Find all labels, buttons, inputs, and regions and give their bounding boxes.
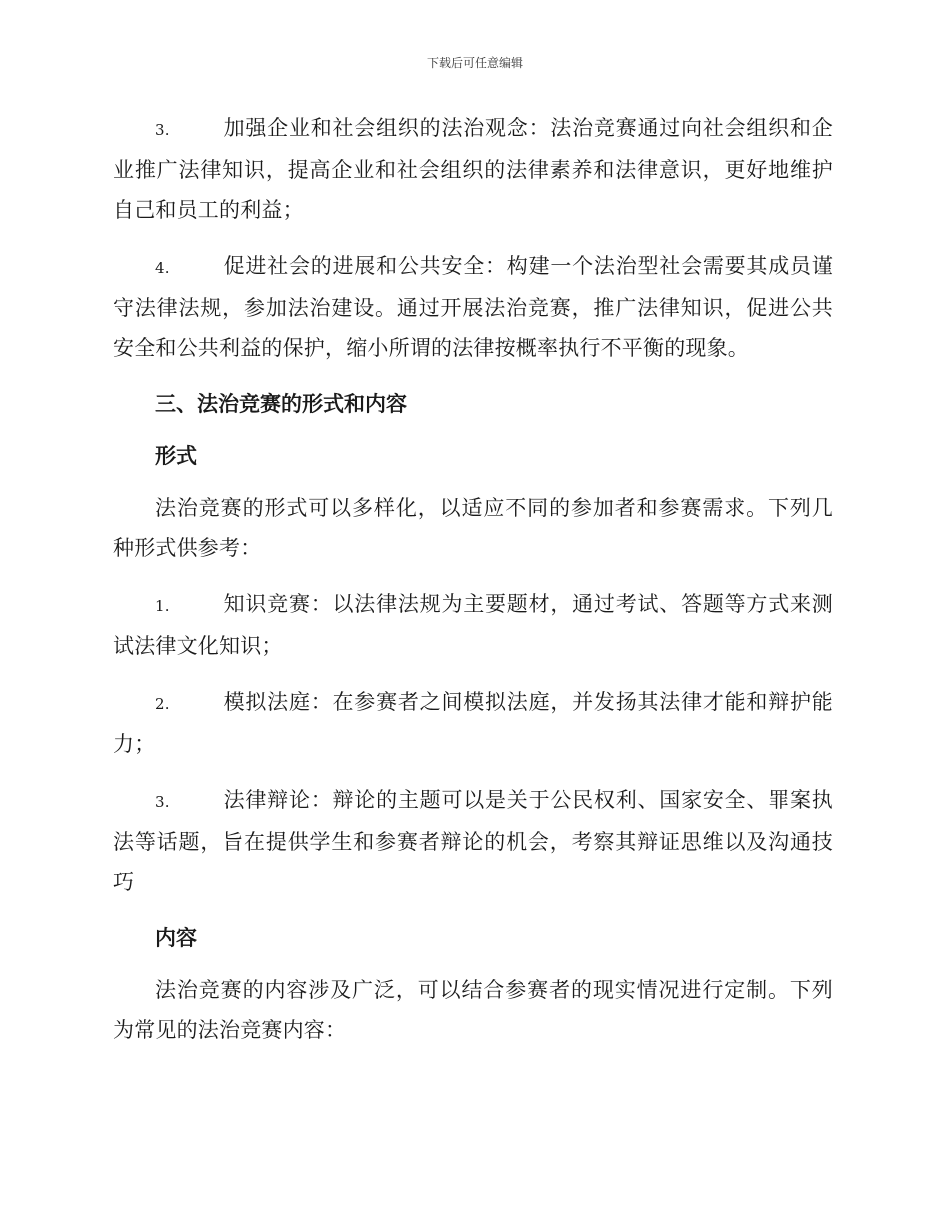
list-item-social-progress (113, 246, 833, 368)
document-body (113, 108, 833, 1066)
list-item-knowledge-contest (113, 584, 833, 666)
page-header: 下载后可任意编辑 (426, 56, 523, 70)
list-text: 知识竞赛：以法律法规为主要题材，通过考试、答题等方式来测试法律文化知识； (113, 592, 833, 658)
list-number: 4. (155, 259, 170, 277)
list-item-moot-court (113, 682, 833, 764)
subheading-form: 形式 (155, 443, 197, 468)
form-intro-paragraph: 法治竞赛的形式可以多样化，以适应不同的参加者和参赛需求。下列几种形式供参考： (113, 496, 833, 560)
list-item-strengthen-enterprise (113, 108, 833, 230)
list-number: 3. (155, 121, 170, 139)
list-text: 法律辩论：辩论的主题可以是关于公民权利、国家安全、罪案执法等话题，旨在提供学生和参赛者辩论的机会，考察其辩证思维以及沟通技巧 (113, 788, 833, 894)
list-number: 1. (155, 597, 170, 615)
list-text: 模拟法庭：在参赛者之间模拟法庭，并发扬其法律才能和辩护能力； (113, 690, 833, 756)
list-text: 促进社会的进展和公共安全：构建一个法治型社会需要其成员谨守法律法规，参加法治建设。通过开展法治竞赛，推广法律知识，促进公共安全和公共利益的保护，缩小所谓的法律按概率执行不平衡的现象。 (113, 254, 833, 360)
subheading-content: 内容 (155, 925, 197, 950)
content-intro-paragraph: 法治竞赛的内容涉及广泛，可以结合参赛者的现实情况进行定制。下列为常见的法治竞赛内容： (113, 978, 833, 1042)
list-number: 2. (155, 695, 170, 713)
list-text: 加强企业和社会组织的法治观念：法治竞赛通过向社会组织和企业推广法律知识，提高企业和社会组织的法律素养和法律意识，更好地维护自己和员工的利益； (113, 116, 833, 222)
list-number: 3. (155, 793, 170, 811)
section-title: 三、法治竞赛的形式和内容 (155, 391, 407, 416)
list-item-legal-debate (113, 780, 833, 902)
